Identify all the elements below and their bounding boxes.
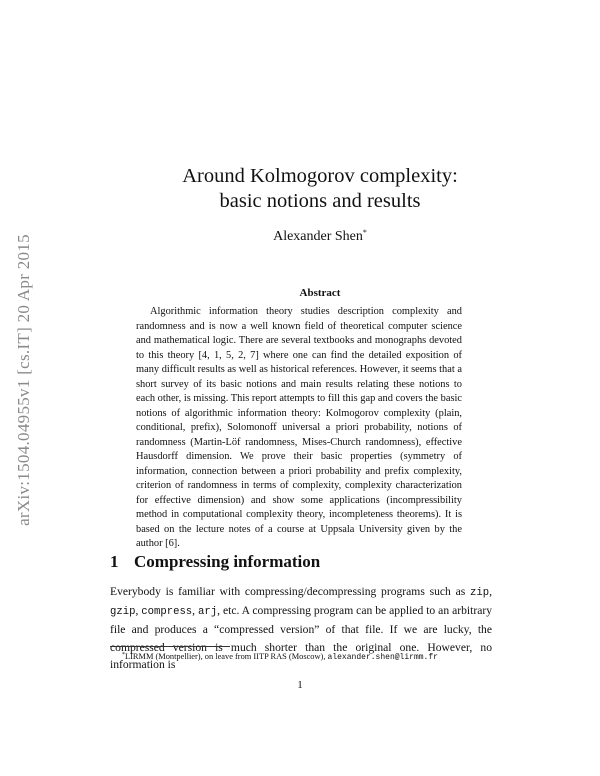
paper-title <box>60 164 580 214</box>
abstract-heading: Abstract <box>299 287 341 299</box>
section-number: 1 <box>110 552 119 571</box>
code-gzip: gzip <box>110 606 136 619</box>
arxiv-identifier: arXiv:1504.04955v1 [cs.IT] 20 Apr 2015 <box>14 234 33 526</box>
footnote-mark: * <box>122 652 125 658</box>
body-text-3: , <box>135 604 142 618</box>
code-zip: zip <box>470 587 490 599</box>
code-arj: arj <box>198 606 218 619</box>
author-footnote-mark: * <box>362 228 367 237</box>
body-text-4: , <box>192 604 199 618</box>
author-name: Alexander Shen <box>273 229 363 244</box>
body-text-5: , etc. A compressing program can be applied to an arbitrary file and produces a “compressed version” of that file. If we are lucky, the compressed version is much shorter than the original one. However, no information is <box>110 604 492 671</box>
page-number: 1 <box>297 679 303 691</box>
body-text-2: , <box>489 585 492 598</box>
body-text-1: Everybody is familiar with compressing/decompressing programs such as <box>110 585 471 598</box>
footnote <box>110 650 510 663</box>
section-title: Compressing information <box>134 552 321 571</box>
title-line-1: Around Kolmogorov complexity: <box>182 165 458 187</box>
footnote-divider <box>110 646 230 647</box>
abstract-text: Algorithmic information theory studies description complexity and randomness and is now a well known field of theoretical computer science and mathematical logic. There are several textbooks and monographs devoted to this theory [4, 1, 5, 2, 7] where one can find the detailed exposition of many difficult results as well as historical references. However, it seems that a short survey of its basic notions and main results relating these notions to each other, is missing. This report attempts to fill this gap and covers the basic notions of algorithmic information theory: Kolmogorov complexity (plain, conditional, prefix), Solomonoff universal a priori probability, notions of randomness (Martin-Löf randomness, Mises-Church randomness), effective Hausdorff dimension. We prove their basic properties (symmetry of information, connection between a priori probability and prefix complexity, criterion of randomness in terms of complexity, complexity characterization for effective dimension) and show some applications (incompressibility method in computational complexity theory, incompleteness theorems). It is based on the lecture notes of a course at Uppsala University given by the author [6]. <box>136 306 462 549</box>
title-line-2: basic notions and results <box>219 190 421 212</box>
footnote-text: LIRMM (Montpellier), on leave from IITP RAS (Moscow), <box>125 652 328 661</box>
code-compress: compress <box>141 606 193 619</box>
footnote-email: alexander.shen@lirmm.fr <box>327 653 438 662</box>
author-block <box>60 228 580 245</box>
arxiv-side-stamp <box>4 190 44 570</box>
section-heading <box>110 552 320 572</box>
